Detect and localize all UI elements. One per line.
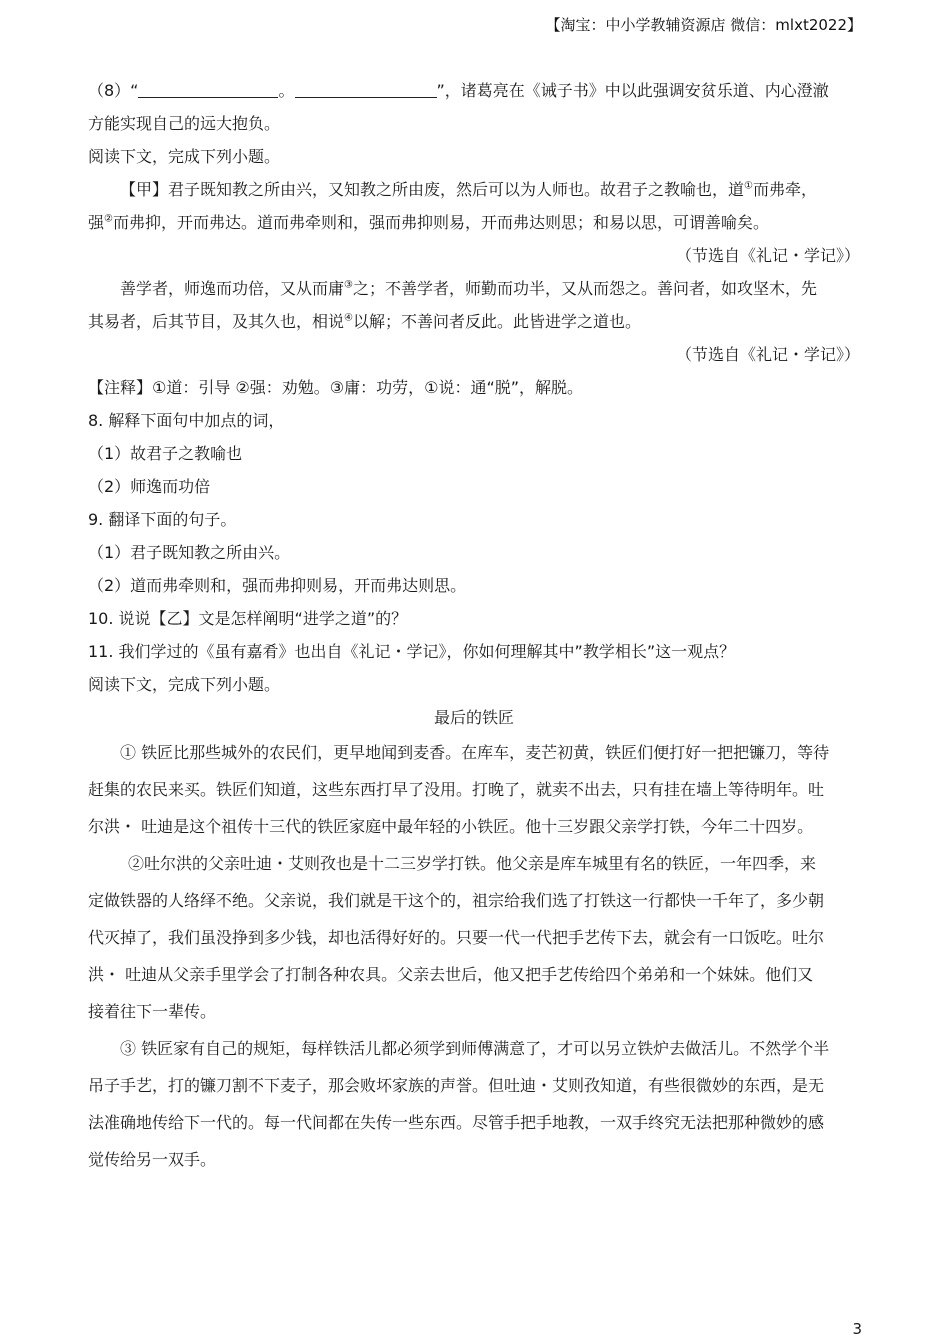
question-11: 11. 我们学过的《虽有嘉肴》也出自《礼记・学记》，你如何理解其中”教学相长”这一观点？ [88,642,736,661]
footnote-1: ① [744,180,753,192]
yi-text-2a: 其易者，后其节目，及其久也，相说 [88,312,345,331]
footnote-4: ④ [344,312,353,324]
footnote-2: ② [104,213,113,225]
q8-fill-suffix: ”，诸葛亮在《诫子书》中以此强调安贫乐道、内心澄澈 [436,81,829,100]
yi-line-1 [88,272,860,305]
instruction-1: 阅读下文，完成下列小题。 [88,147,281,166]
question-9-1: （1）君子既知教之所由兴。 [88,543,291,562]
question-8-1: （1）故君子之教喻也 [88,444,243,463]
q8-fill-mid: 。 [278,81,295,100]
jia-text-1a: 【甲】君子既知教之所由兴，又知教之所由废，然后可以为人师也。故君子之教喻也，道 [120,180,745,199]
fill-blank-2[interactable] [295,79,437,98]
q8-fill-line [88,74,860,107]
jia-text-2b: 而弗抑，开而弗达。道而弗牵则和，强而弗抑则易，开而弗达则思；和易以思，可谓善喻矣。 [112,213,769,232]
question-9: 9. 翻译下面的句子。 [88,510,237,529]
story-p2-line: 代灭掉了，我们虽没挣到多少钱，却也活得好好的。只要一代一代把手艺传下去，就会有一口饭吃。吐尔 [88,928,825,947]
story-p1-line: 赶集的农民来买。铁匠们知道，这些东西打早了没用。打晚了，就卖不出去，只有挂在墙上等待明年。吐 [88,780,825,799]
story-p3-line: 法准确地传给下一代的。每一代间都在失传一些东西。尽管手把手地教，一双手终究无法把那种微妙的感 [88,1113,825,1132]
yi-text-1a: 善学者，师逸而功倍，又从而庸 [120,279,345,298]
story-title: 最后的铁匠 [433,708,514,727]
story-p1-line: 尔洪・ 吐迪是这个祖传十三代的铁匠家庭中最年轻的小铁匠。他十三岁跟父亲学打铁，今年二十四岁。 [88,817,814,836]
jia-text-1b: 而弗牵， [752,180,817,199]
yi-line-2 [88,305,860,338]
instruction-2: 阅读下文，完成下列小题。 [88,675,281,694]
question-9-2: （2）道而弗牵则和，强而弗抑则易，开而弗达则思。 [88,576,467,595]
q8-fill-cont: 方能实现自己的远大抱负。 [88,114,281,133]
fill-blank-1[interactable] [138,79,278,98]
yi-text-2b: 以解；不善问者反此。此皆进学之道也。 [352,312,641,331]
story-p3-line: 觉传给另一双手。 [88,1150,217,1169]
story-p2-line: 定做铁器的人络绎不绝。父亲说，我们就是干这个的，祖宗给我们选了打铁这一行都快一千年了，多少朝 [88,891,825,910]
page-content [88,74,860,1178]
question-10: 10. 说说【乙】文是怎样阐明“进学之道”的？ [88,609,408,628]
yi-text-1b: 之；不善学者，师勤而功半，又从而怨之。善问者，如攻坚木，先 [352,279,817,298]
question-8-2: （2）师逸而功倍 [88,477,211,496]
q8-fill-prefix: （8）“ [88,81,139,100]
jia-source: （节选自《礼记・学记》） [675,246,860,265]
story-p3-line: 吊子手艺，打的镰刀割不下麦子，那会败坏家族的声誉。但吐迪・艾则孜知道，有些很微妙的东西，是无 [88,1076,825,1095]
yi-source: （节选自《礼记・学记》） [675,345,860,364]
footnote-3: ③ [344,279,353,291]
jia-text-2a: 强 [88,213,105,232]
page-header: 【淘宝：中小学教辅资源店 微信：mlxt2022】 [545,16,862,34]
story-p3-line: ③ 铁匠家有自己的规矩，每样铁活儿都必须学到师傅满意了，才可以另立铁炉去做活儿。不然学个半 [120,1039,830,1058]
story-p2-line: 洪・ 吐迪从父亲手里学会了打制各种农具。父亲去世后，他又把手艺传给四个弟弟和一个妹妹。他们又 [88,965,814,984]
jia-line-1 [88,173,860,206]
annotation-note: 【注释】①道：引导 ②强：劝勉。③庸：功劳，①说：通“脱”，解脱。 [88,378,584,397]
story-p2-line: ②吐尔洪的父亲吐迪・艾则孜也是十二三岁学打铁。他父亲是库车城里有名的铁匠，一年四季，来 [128,854,817,873]
story-p2-line: 接着往下一辈传。 [88,1002,217,1021]
jia-line-2 [88,206,860,239]
page-number: 3 [852,1320,862,1338]
question-8: 8. 解释下面句中加点的词， [88,411,285,430]
story-p1-line: ① 铁匠比那些城外的农民们，更早地闻到麦香。在库车，麦芒初黄，铁匠们便打好一把把镰刀，等待 [120,743,830,762]
